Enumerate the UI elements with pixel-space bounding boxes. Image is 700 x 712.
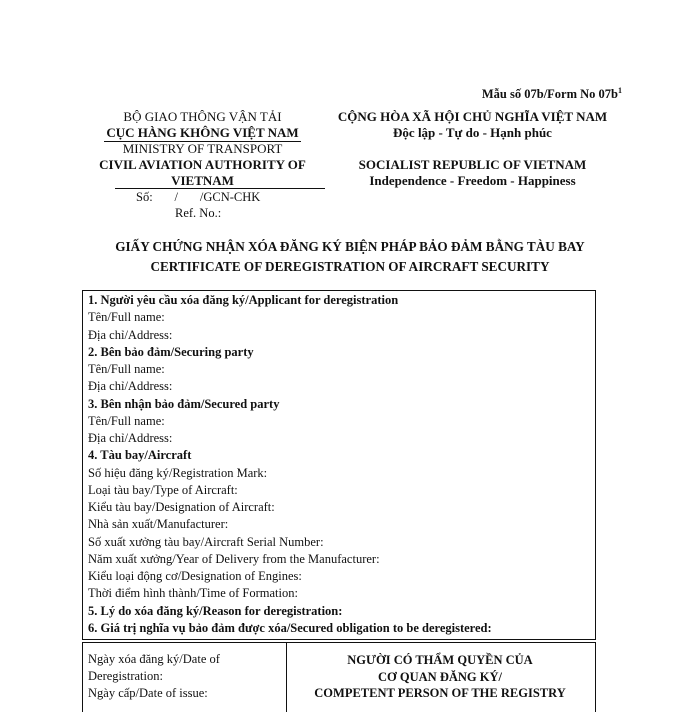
title-en: CERTIFICATE OF DEREGISTRATION OF AIRCRAFT SECURITY: [150, 259, 550, 274]
issuing-authority-header: [80, 109, 325, 189]
field-label: Tên/Full name:: [88, 362, 165, 376]
field-label: Địa chỉ/Address:: [88, 431, 173, 445]
motto-en: Independence - Freedom - Happiness: [369, 173, 576, 188]
republic-header: [330, 109, 615, 189]
form-number-footnote: 1: [618, 86, 622, 95]
field-label: Thời điểm hình thành/Time of Formation:: [88, 586, 298, 601]
field-label: Tên/Full name:: [88, 413, 165, 428]
signature-dates: [88, 651, 220, 702]
field-label: Kiểu loại động cơ/Designation of Engines:: [88, 569, 302, 583]
competent-person-line-3: COMPETENT PERSON OF THE REGISTRY: [314, 686, 566, 700]
field-label: Số hiệu đăng ký/Registration Mark:: [88, 465, 268, 480]
republic-en: SOCIALIST REPUBLIC OF VIETNAM: [358, 157, 587, 172]
section-heading: 5. Lý do xóa đăng ký/Reason for deregistration:: [88, 603, 343, 618]
ministry-en: MINISTRY OF TRANSPORT: [122, 141, 283, 156]
section-heading: 3. Bên nhận bảo đảm/Secured party: [88, 396, 280, 411]
title-vn: GIẤY CHỨNG NHẬN XÓA ĐĂNG KÝ BIỆN PHÁP BẢO ĐẢM BẰNG TÀU BAY: [115, 239, 585, 254]
motto-vn: Độc lập - Tự do - Hạnh phúc: [393, 125, 552, 140]
section-heading: 4. Tàu bay/Aircraft: [88, 448, 192, 463]
section-heading: 1. Người yêu cầu xóa đăng ký/Applicant for deregistration: [88, 293, 399, 307]
competent-person: [290, 652, 590, 702]
form-number-text: Mẫu số 07b/Form No 07b: [481, 87, 618, 102]
field-label: Địa chỉ/Address:: [88, 379, 173, 394]
authority-vn: CỤC HÀNG KHÔNG VIỆT NAM: [106, 125, 299, 140]
signature-divider: [286, 642, 287, 712]
competent-person-line-2: CƠ QUAN ĐĂNG KÝ/: [378, 669, 502, 684]
authority-en-line-2: VIETNAM: [171, 173, 234, 188]
reference-number: Ref. No.:: [175, 206, 222, 220]
document-number: Số: / /GCN-CHK: [136, 190, 261, 204]
header-underline-1: [104, 141, 301, 142]
field-label: Loại tàu bay/Type of Aircraft:: [88, 482, 238, 497]
competent-person-line-1: NGƯỜI CÓ THẨM QUYỀN CỦA: [347, 653, 533, 667]
field-label: Năm xuất xưởng/Year of Delivery from the Manufacturer:: [88, 551, 380, 566]
field-label: Nhà sản xuất/Manufacturer:: [88, 517, 229, 532]
deregistration-date-label-2: Deregistration:: [88, 669, 163, 683]
section-heading: 2. Bên bảo đảm/Securing party: [88, 344, 254, 359]
field-label: Tên/Full name:: [88, 310, 165, 325]
issue-date-label: Ngày cấp/Date of issue:: [88, 686, 208, 700]
ministry-vn: BỘ GIAO THÔNG VẬN TẢI: [123, 109, 282, 124]
field-label: Số xuất xưởng tàu bay/Aircraft Serial Number:: [88, 534, 324, 549]
deregistration-date-label-1: Ngày xóa đăng ký/Date of: [88, 652, 220, 666]
field-label: Kiểu tàu bay/Designation of Aircraft:: [88, 500, 275, 514]
authority-en-line-1: CIVIL AVIATION AUTHORITY OF: [99, 157, 306, 172]
form-number: [482, 86, 622, 102]
field-label: Địa chỉ/Address:: [88, 327, 173, 342]
republic-vn: CỘNG HÒA XÃ HỘI CHỦ NGHĨA VIỆT NAM: [337, 109, 608, 124]
section-heading: 6. Giá trị nghĩa vụ bảo đảm được xóa/Secured obligation to be deregistered:: [88, 620, 492, 635]
document-title: [60, 237, 640, 277]
details-lines: [88, 292, 492, 637]
